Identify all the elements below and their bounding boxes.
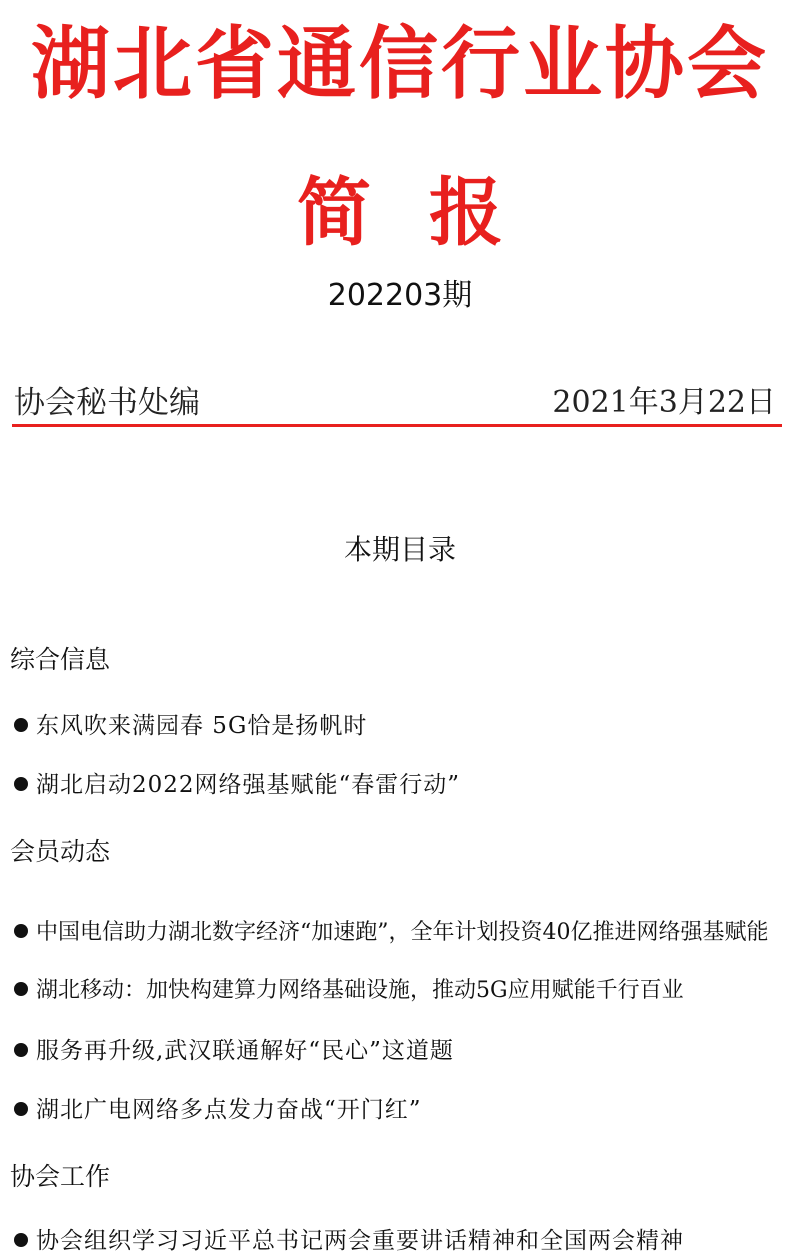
toc-item[interactable] <box>14 709 367 743</box>
bulletin-title: 简报 <box>297 170 561 256</box>
editor-credit: 协会秘书处编 <box>14 385 200 421</box>
toc-item-label: 东风吹来满园春 5G恰是扬帆时 <box>36 713 368 739</box>
toc-item-label: 湖北广电网络多点发力奋战“开门红” <box>36 1097 422 1123</box>
header-divider <box>12 424 782 427</box>
bullet-icon <box>14 924 28 938</box>
issue-date: 2021年3月22日 <box>552 385 776 420</box>
section-heading-general: 综合信息 <box>10 645 111 674</box>
bullet-icon <box>14 1233 28 1247</box>
toc-item-label: 中国电信助力湖北数字经济“加速跑”，全年计划投资40亿推进网络强基赋能 <box>36 920 769 945</box>
issue-number: 202203期 <box>327 278 473 313</box>
toc-item[interactable] <box>14 1224 684 1258</box>
toc-item-label: 湖北移动：加快构建算力网络基础设施，推动5G应用赋能千行百业 <box>36 978 684 1003</box>
toc-item[interactable] <box>14 916 769 950</box>
bullet-icon <box>14 1102 28 1116</box>
bullet-icon <box>14 718 28 732</box>
toc-title: 本期目录 <box>343 533 456 566</box>
toc-item[interactable] <box>14 1034 454 1068</box>
toc-item-label: 湖北启动2022网络强基赋能“春雷行动” <box>36 772 461 798</box>
bullet-icon <box>14 1043 28 1057</box>
toc-item[interactable] <box>14 1093 422 1127</box>
section-heading-member-news: 会员动态 <box>10 837 111 866</box>
bullet-icon <box>14 982 28 996</box>
bullet-icon <box>14 777 28 791</box>
toc-item-label: 协会组织学习习近平总书记两会重要讲话精神和全国两会精神 <box>36 1228 684 1254</box>
toc-item[interactable] <box>14 768 460 802</box>
organization-title: 湖北省通信行业协会 <box>31 18 769 110</box>
toc-item[interactable] <box>14 974 684 1008</box>
toc-item-label: 服务再升级,武汉联通解好“民心”这道题 <box>36 1038 454 1064</box>
section-heading-association-work: 协会工作 <box>10 1162 111 1191</box>
